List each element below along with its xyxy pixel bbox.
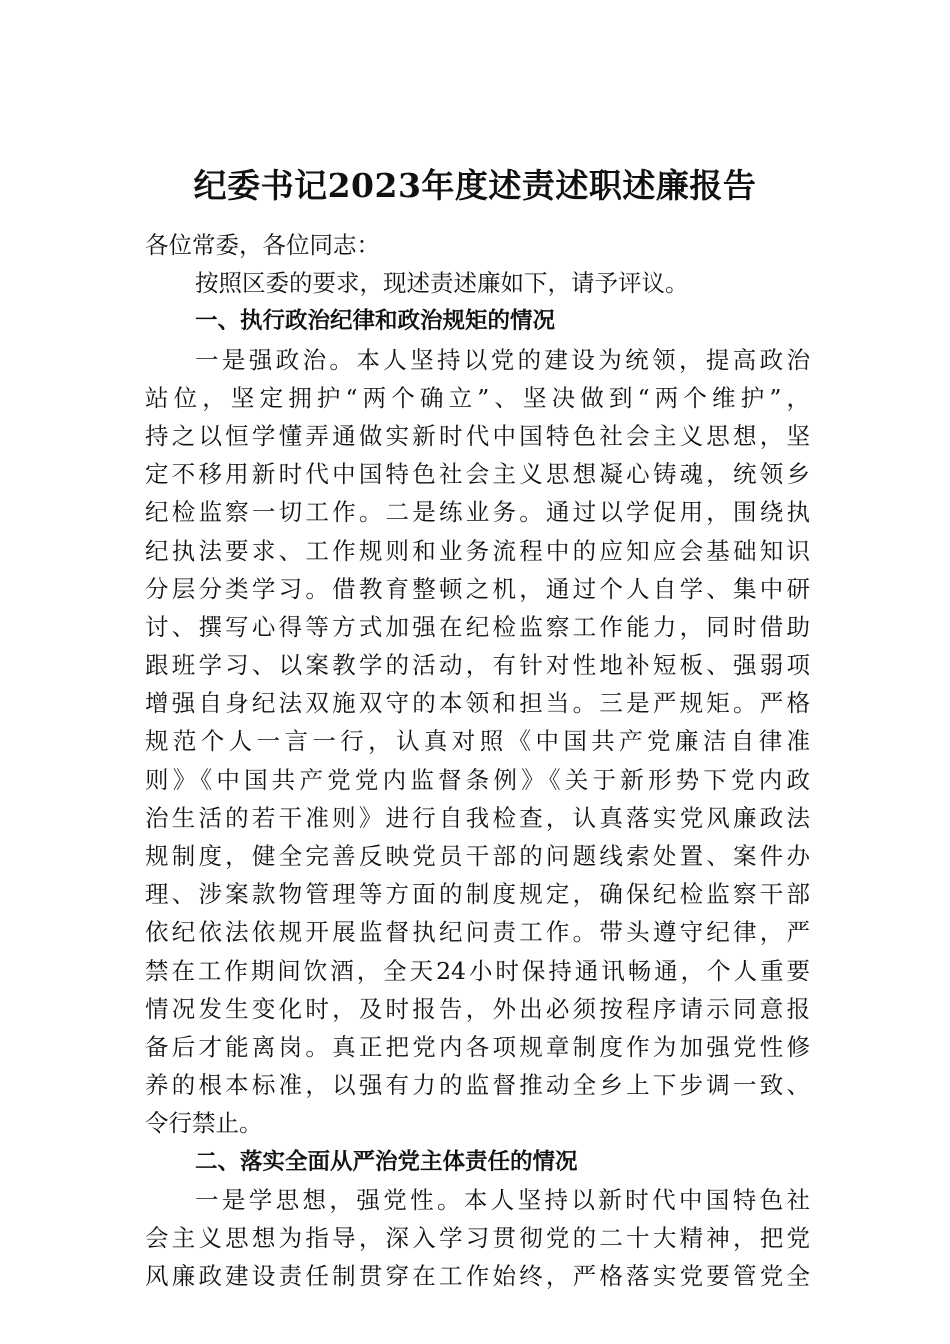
body-line: 风廉政建设责任制贯穿在工作始终，严格落实党要管党全 (145, 1262, 810, 1291)
body-line: 跟班学习、以案教学的活动，有针对性地补短板、强弱项 (145, 651, 810, 680)
body-line: 持之以恒学懂弄通做实新时代中国特色社会主义思想，坚 (145, 421, 810, 450)
body-line: 禁在工作期间饮酒，全天24小时保持通讯畅通，个人重要 (145, 956, 810, 985)
body-line: 养的根本标准，以强有力的监督推动全乡上下步调一致、 (145, 1071, 810, 1100)
document-body (145, 226, 810, 1295)
body-line: 分层分类学习。借教育整顿之机，通过个人自学、集中研 (145, 574, 810, 603)
body-line: 规制度，健全完善反映党员干部的问题线索处置、案件办 (145, 842, 810, 870)
body-line: 依纪依法依规开展监督执纪问责工作。带头遵守纪律，严 (145, 918, 810, 947)
body-line: 一是学思想，强党性。本人坚持以新时代中国特色社 (195, 1185, 810, 1214)
body-line: 则》《中国共产党党内监督条例》《关于新形势下党内政 (145, 765, 810, 794)
body-line: 治生活的若干准则》进行自我检查，认真落实党风廉政法 (145, 803, 810, 832)
section-heading: 一、执行政治纪律和政治规矩的情况 (195, 308, 556, 335)
body-line: 定不移用新时代中国特色社会主义思想凝心铸魂，统领乡 (145, 460, 810, 489)
body-line: 按照区委的要求，现述责述廉如下，请予评议。 (195, 269, 689, 298)
section-heading: 二、落实全面从严治党主体责任的情况 (195, 1148, 578, 1175)
body-line: 各位常委，各位同志： (145, 231, 380, 259)
body-line: 理、涉案款物管理等方面的制度规定，确保纪检监察干部 (145, 880, 810, 909)
body-line: 讨、撰写心得等方式加强在纪检监察工作能力，同时借助 (145, 612, 810, 641)
body-line: 一是强政治。本人坚持以党的建设为统领，提高政治 (195, 345, 810, 374)
body-line: 纪检监察一切工作。二是练业务。通过以学促用，围绕执 (145, 498, 810, 527)
body-line: 令行禁止。 (145, 1109, 263, 1138)
document-title: 纪委书记2023年度述责述职述廉报告 (193, 166, 757, 205)
body-line: 备后才能离岗。真正把党内各项规章制度作为加强党性修 (145, 1032, 810, 1061)
body-line: 情况发生变化时，及时报告，外出必须按程序请示同意报 (145, 994, 810, 1023)
body-line: 站位，坚定拥护“两个确立”、坚决做到“两个维护”， (145, 383, 810, 412)
body-line: 纪执法要求、工作规则和业务流程中的应知应会基础知识 (145, 536, 810, 565)
body-line: 增强自身纪法双施双守的本领和担当。三是严规矩。严格 (145, 689, 810, 718)
body-line: 规范个人一言一行，认真对照《中国共产党廉洁自律准 (145, 727, 810, 756)
body-line: 会主义思想为指导，深入学习贯彻党的二十大精神，把党 (145, 1223, 810, 1252)
